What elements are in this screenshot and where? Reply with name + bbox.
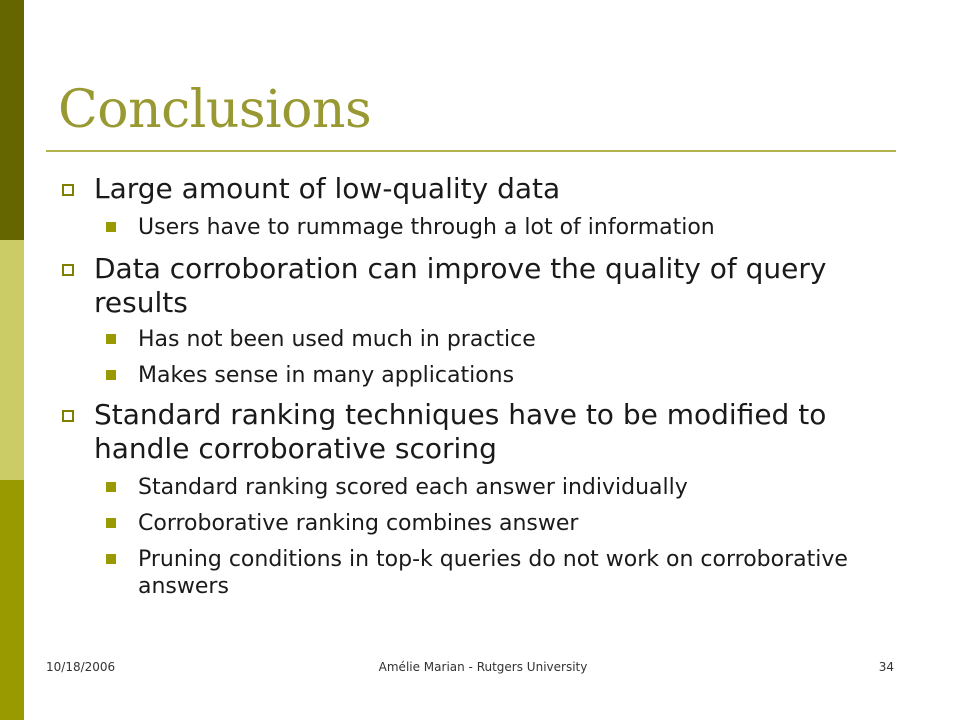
- bullet-data-corroboration: [94, 252, 894, 320]
- sub-bullet-scored-individually: [138, 474, 858, 501]
- hollow-square-bullet-icon: [62, 184, 74, 196]
- square-bullet-icon: [106, 334, 116, 344]
- sub-bullet-text: Pruning conditions in top-k queries do not work on corroborative answers: [138, 547, 848, 599]
- sub-bullet-text: Corroborative ranking combines answer: [138, 511, 579, 536]
- square-bullet-icon: [106, 554, 116, 564]
- square-bullet-icon: [106, 518, 116, 528]
- sub-bullet-not-used: [138, 326, 858, 353]
- bullet-text: Data corroboration can improve the quality of query results: [94, 252, 827, 319]
- sub-bullet-text: Standard ranking scored each answer individually: [138, 475, 688, 500]
- bullet-standard-ranking: [94, 398, 894, 466]
- sub-bullet-text: Users have to rummage through a lot of information: [138, 215, 715, 240]
- square-bullet-icon: [106, 482, 116, 492]
- sub-bullet-text: Has not been used much in practice: [138, 327, 536, 352]
- square-bullet-icon: [106, 222, 116, 232]
- bullet-text: Large amount of low-quality data: [94, 172, 561, 205]
- square-bullet-icon: [106, 370, 116, 380]
- bullet-text: Standard ranking techniques have to be modified to handle corroborative scoring: [94, 398, 827, 465]
- footer-author: Amélie Marian - Rutgers University: [378, 660, 588, 674]
- hollow-square-bullet-icon: [62, 264, 74, 276]
- sub-bullet-text: Makes sense in many applications: [138, 363, 515, 388]
- slide-title: Conclusions: [58, 80, 372, 140]
- bullet-large-amount-data: [94, 172, 894, 206]
- sub-bullet-pruning-conditions: [138, 546, 858, 600]
- hollow-square-bullet-icon: [62, 410, 74, 422]
- footer-date: 10/18/2006: [46, 660, 116, 674]
- sub-bullet-combines-answer: [138, 510, 858, 537]
- sub-bullet-makes-sense: [138, 362, 858, 389]
- footer-page-number: 34: [878, 660, 894, 674]
- sub-bullet-rummage: [138, 214, 858, 241]
